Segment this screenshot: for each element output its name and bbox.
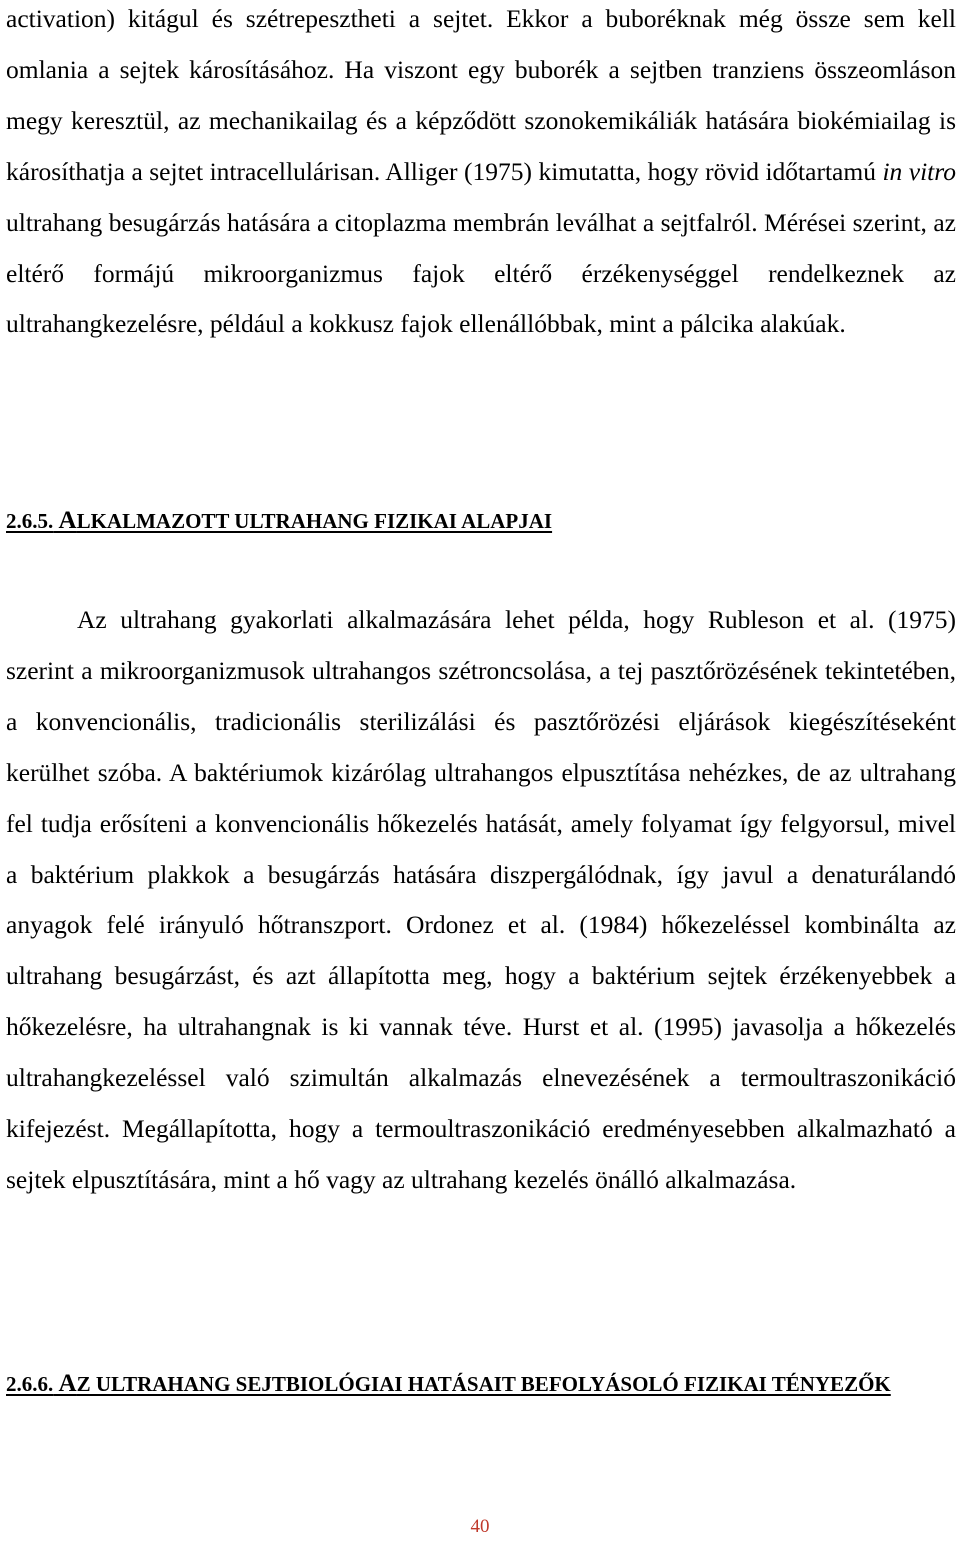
paragraph-1-text-b: ultrahang besugárzás hatására a citoplazma membrán leválhat a sejtfalról. Mérései szerint, az eltérő formájú mikroorganizmus fajok eltérő érzékenységgel rendelkeznek az ultrahangkezelésre, például a kokkusz fajok ellenállóbbak, mint a pálcika alakúak.: [6, 207, 956, 339]
section-heading-2-6-5-text: [6, 509, 552, 533]
body-paragraph-1: [6, 0, 956, 350]
paragraph-1-text-a: activation) kitágul és szétrepesztheti a sejtet. Ekkor a buboréknak még össze sem kell omlania a sejtek károsításához. Ha viszont egy buborék a sejtben tranziens összeomláson megy keresztül, az mechanikailag és a képződött szonokemikáliák hatására biokémiailag is károsíthatja a sejtet intracellulárisan. Alliger (1975) kimutatta, hogy rövid időtartamú: [6, 4, 956, 186]
document-page: [6, 0, 956, 1397]
body-paragraph-2: Az ultrahang gyakorlati alkalmazására lehet példa, hogy Rubleson et al. (1975) szerint a mikroorganizmusok ultrahangos szétroncsolása, a tej pasztőrözésének tekintetében, a konvencionális, tradicionális sterilizálási és pasztőrözési eljárások kiegészítéseként kerülhet szóba. A baktériumok kizárólag ultrahangos elpusztítása nehézkes, de az ultrahang fel tudja erősíteni a konvencionális hőkezelés hatását, amely folyamat így felgyorsul, mivel a baktérium plakkok a besugárzás hatására diszpergálódnak, így javul a denaturálandó anyagok felé irányuló hőtranszport. Ordonez et al. (1984) hőkezeléssel kombinálta az ultrahang besugárzást, és azt állapította meg, hogy a baktérium sejtek érzékenyebbek a hőkezelésre, ha ultrahangnak is ki vannak téve. Hurst et al. (1995) javasolja a hőkezelés ultrahangkezeléssel való szimultán alkalmazás elnevezésének a termoultraszonikáció kifejezést. Megállapította, hogy a termoultraszonikáció eredményesebben alkalmazható a sejtek elpusztítására, mint a hő vagy az ultrahang kezelés önálló alkalmazása.: [6, 605, 956, 1194]
section-number: 2.6.5.: [6, 509, 54, 533]
section-title-initial: A: [58, 1370, 77, 1397]
section-number: 2.6.6.: [6, 1372, 54, 1396]
section-heading-2-6-5: [6, 506, 552, 536]
body-paragraph-2-wrapper: [6, 595, 956, 1206]
section-title-rest: Z ULTRAHANG SEJTBIOLÓGIAI HATÁSAIT BEFOLYÁSOLÓ FIZIKAI TÉNYEZŐK: [76, 1372, 891, 1396]
section-title-rest: LKALMAZOTT ULTRAHANG FIZIKAI ALAPJAI: [76, 509, 553, 533]
section-heading-2-6-6-text: [6, 1372, 891, 1396]
section-title-initial: A: [58, 507, 77, 534]
in-vitro-italic: in vitro: [882, 156, 956, 186]
page-number: 40: [470, 1516, 490, 1537]
section-heading-2-6-6: [6, 1369, 891, 1399]
